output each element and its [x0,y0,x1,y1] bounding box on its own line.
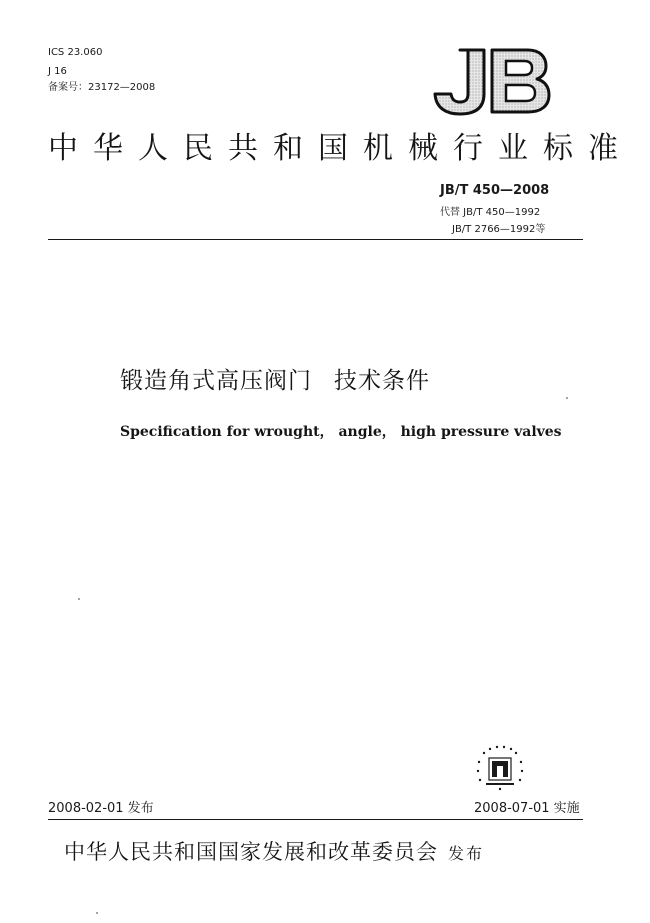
scan-speck [78,598,80,600]
document-title-cn [120,362,430,395]
scan-speck [96,912,98,914]
title-cn-part1: 锻造角式高压阀门 [120,368,312,394]
issue-date: 2008-02-01 发布 [48,801,154,816]
title-cn-part2: 技术条件 [334,368,430,394]
publisher-name: 中华人民共和国国家发展和改革委员会 [64,840,438,864]
publisher-emblem-icon [474,744,526,792]
header-divider [48,239,583,240]
publisher-line [64,836,484,866]
standard-number: JB/T 450—2008 [440,183,550,198]
scan-speck [566,397,568,399]
ics-code: ICS 23.060 [48,47,103,58]
replaces-line-1: 代替 JB/T 450—1992 [440,207,541,218]
implementation-date: 2008-07-01 实施 [474,801,580,816]
footer-divider [48,819,583,820]
jb-logo [430,46,552,116]
document-title-en: Specification for wrought， angle， high pressure valves [120,424,562,440]
classification-code: J 16 [48,66,67,77]
org-standard-title: 中华人民共和国机械行业标准 [48,131,633,166]
replaces-line-2: JB/T 2766—1992等 [452,224,546,235]
publisher-suffix: 发布 [448,844,485,863]
record-number: 备案号：23172—2008 [48,82,156,93]
